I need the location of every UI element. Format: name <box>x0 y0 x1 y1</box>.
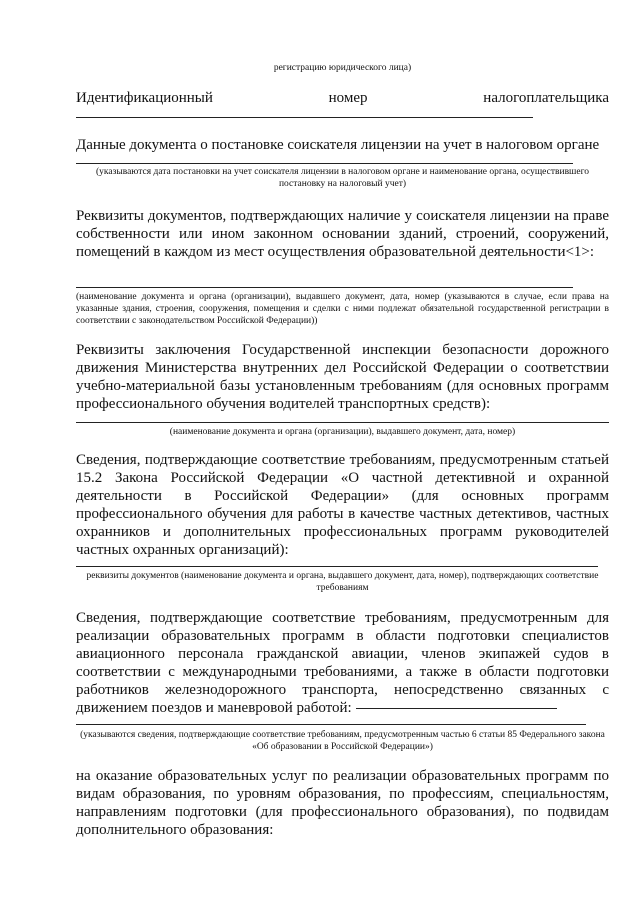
property-docs-note: (наименование документа и органа (организации), выдавшего документ, дата, номер (указываются в случае, если права на указанные здания, строения, сооружения, помещения и сделки с ними подлежат обязательной государственной регистрации в соответствии с законодательством Российской Федерации)) <box>76 292 609 326</box>
tax-registration-block <box>76 136 609 154</box>
traffic-safety-text: Реквизиты заключения Государственной инспекции безопасности дорожного движения Министерства внутренних дел Российской Федерации о соответствии учебно-материальной базы установленным требованиям (для основных программ профессионального обучения водителей транспортных средств): <box>76 342 609 412</box>
tax-registration-fill-line <box>76 163 573 164</box>
inn-fill-line <box>76 117 533 118</box>
services-text: на оказание образовательных услуг по реализации образовательных программ по видам образования, по уровням образования, по профессиям, специальностям, направлениям подготовки (для профессионального образования), по подвидам дополнительного образования: <box>76 768 609 838</box>
detective-text: Сведения, подтверждающие соответствие требованиям, предусмотренным статьей 15.2 Закона Российской Федерации «О частной детективной и охранной деятельности в Российской Федерации» (для основных программ профессионального обучения для работы в качестве частных детективов, частных охранников и дополнительных профессиональных программ руководителей частных охранных организаций): <box>76 452 609 558</box>
traffic-safety-fill-line <box>76 422 609 423</box>
tax-registration-heading: Данные документа о постановке соискателя лицензии на учет в налоговом органе <box>76 137 600 153</box>
detective-note-block <box>76 570 609 594</box>
traffic-safety-block <box>76 341 609 413</box>
detective-note: реквизиты документов (наименование документа и органа, выдавшего документ, дата, номер), подтверждающих соответствие требованиям <box>86 571 599 593</box>
aviation-fill-line <box>76 724 586 725</box>
aviation-block <box>76 609 609 717</box>
inn-word-2: номер <box>328 90 368 106</box>
property-docs-block <box>76 207 609 261</box>
property-docs-note-block <box>76 291 609 327</box>
aviation-note-block <box>76 729 609 753</box>
tax-registration-note: (указываются дата постановки на учет соискателя лицензии в налоговом органе и наименование органа, осуществившего постановку на налоговый учет) <box>95 167 590 189</box>
aviation-note: (указываются сведения, подтверждающие соответствие требованиям, предусмотренным частью 6 статьи 85 Федерального закона «Об образовании в Российской Федерации») <box>80 730 605 752</box>
property-docs-text: Реквизиты документов, подтверждающих наличие у соискателя лицензии на праве собственности или ином законном основании зданий, строений, сооружений, помещений в каждом из мест осуществления образовательной деятельности<1>: <box>76 208 609 260</box>
inn-row <box>76 90 609 107</box>
inn-word-3: налогоплательщика <box>483 90 609 106</box>
detective-block <box>76 451 609 559</box>
aviation-inline-fill-line <box>356 708 557 709</box>
detective-fill-line <box>76 566 598 567</box>
tax-registration-note-block <box>86 166 599 190</box>
aviation-text: Сведения, подтверждающие соответствие требованиям, предусмотренным для реализации образовательных программ в области подготовки специалистов авиационного персонала гражданской авиации, членов экипажей судов в соответствии с международными требованиями, а также в области подготовки работников железнодорожного транспорта, непосредственно связанных с движением поездов и маневровой работой: <box>76 610 609 716</box>
inn-word-1: Идентификационный <box>76 90 213 106</box>
top-caption-block <box>76 62 609 74</box>
services-block <box>76 767 609 839</box>
top-caption: регистрацию юридического лица) <box>273 63 412 73</box>
traffic-safety-note: (наименование документа и органа (организации), выдавшего документ, дата, номер) <box>169 427 516 437</box>
property-docs-fill-line <box>76 287 573 288</box>
traffic-safety-note-block <box>76 426 609 438</box>
